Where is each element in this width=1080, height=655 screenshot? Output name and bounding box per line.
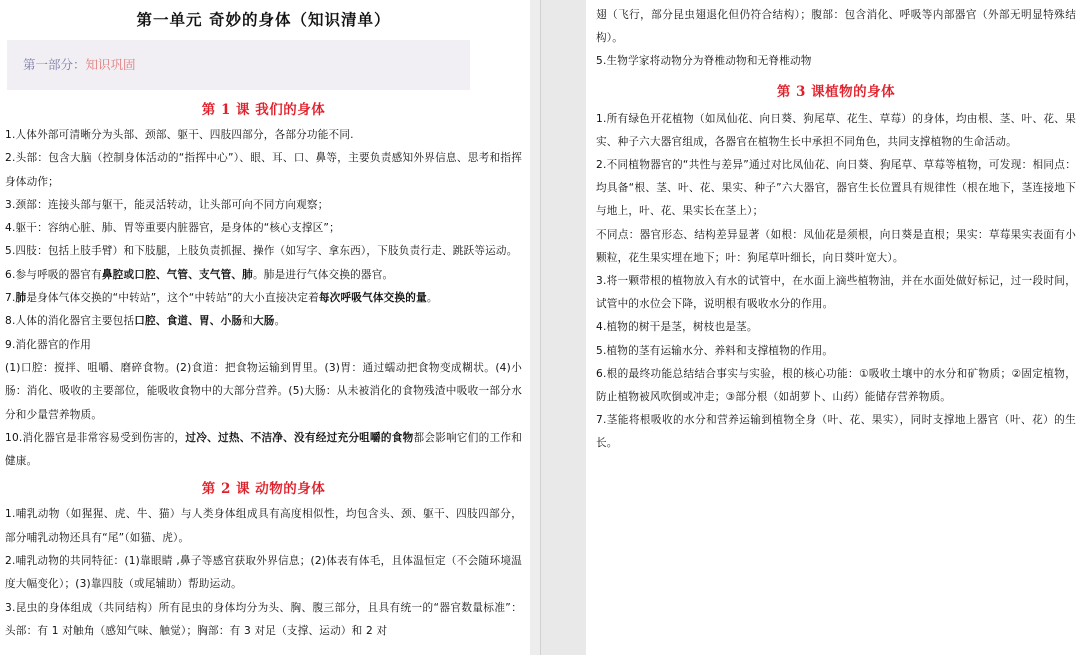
lesson-3-item-2b: 不同点：器官形态、结构差异显著（如根：凤仙花是须根，向日葵是直根；果实：草莓果实表面有小颗粒，花生果实埋在地下；叶：狗尾草叶细长，向日葵叶宽大）。: [596, 228, 1076, 264]
item-7-text-c: 是身体气体交换的“中转站”，这个“中转站”的大小直接决定着: [26, 292, 319, 305]
unit-title: 第一单元 奇妙的身体（知识清单）: [136, 10, 391, 29]
item-8-text-a: 8.人体的消化器官主要包括: [5, 315, 135, 328]
lesson-1-item-1: 1.人体外部可清晰分为头部、颈部、躯干、四肢四部分，各部分功能不同.: [5, 129, 354, 141]
item-7-bold-a: 肺: [15, 292, 27, 305]
lesson-2-item-2: 2.哺乳动物的共同特征：(1)靠眼睛 ,鼻子等感官获取外界信息；(2)体表有体毛，且体温恒定（不会随环境温度大幅变化）；(3)靠四肢（或尾辅助）帮助运动。: [5, 555, 522, 591]
document-page-right: [586, 0, 1080, 655]
lesson-3-item-7: 7.茎能将根吸收的水分和营养运输到植物全身（叶、花、果实），同时支撑地上器官（叶、花）的生长。: [596, 414, 1076, 450]
lesson-2-item-3-continued: 翅（飞行，部分昆虫翅退化但仍符合结构）；腹部：包含消化、呼吸等内部器官（外部无明显特殊结构）。: [596, 9, 1076, 45]
item-7-text-a: 7.: [5, 292, 16, 305]
item-10-text-a: 10.消化器官是非常容易受到伤害的，: [5, 431, 186, 444]
document-page-left: [0, 0, 530, 655]
lesson-3-item-2: 2.不同植物器官的“共性与差异”通过对比凤仙花、向日葵、狗尾草、草莓等植物，可发现：相同点：均具备“根、茎、叶、花、果实、种子”六大器官，器官生长位置具有规律性（根在地下，茎连接地下与地上，叶、花、果实长在茎上）；: [596, 159, 1076, 218]
item-8-bold-b: 口腔、食道、胃、小肠: [134, 315, 243, 328]
item-7-bold-d: 每次呼吸气体交换的量: [318, 292, 427, 305]
lesson-2-title: 第 2 课 动物的身体: [201, 481, 326, 498]
part-value: 知识巩固: [85, 57, 136, 72]
part-heading-box: [7, 40, 470, 90]
item-6-bold: 鼻腔或口腔、气管、支气管、肺: [101, 268, 253, 281]
lesson-3-item-5: 5.植物的茎有运输水分、养料和支撑植物的作用。: [596, 344, 834, 357]
lesson-1-item-6: [5, 264, 522, 287]
lesson-2-item-3: 3.昆虫的身体组成（共同结构）所有昆虫的身体均分为头、胸、腹三部分，且具有统一的“器官数量标准”：头部：有 1 对触角（感知气味、触觉）；胸部：有 3 对足（支撑、运动）和 2 对: [5, 601, 522, 637]
lesson-2-item-5: 5.生物学家将动物分为脊椎动物和无脊椎动物: [596, 55, 812, 68]
item-7-text-e: 。: [426, 292, 438, 305]
lesson-3-title: 第 3 课植物的身体: [776, 83, 896, 100]
item-6-text-c: 。肺是进行气体交换的器官。: [252, 268, 394, 281]
lesson-1-item-9-detail: (1)口腔：搅拌、咀嚼、磨碎食物。(2)食道：把食物运输到胃里。(3)胃：通过蠕动把食物变成糊状。(4)小肠：消化、吸收的主要部位，能吸收食物中的大部分营养。(5)大肠：从未被消化的食物残渣中吸收一部分水分和少量营养物质。: [5, 361, 522, 421]
item-8-text-c: 和: [242, 315, 253, 328]
item-8-bold-d: 大肠: [252, 315, 275, 328]
page-divider: [540, 0, 541, 655]
page-gap: [530, 0, 540, 655]
lesson-2-item-1: 1.哺乳动物（如猩猩、虎、牛、猫）与人类身体组成具有高度相似性，均包含头、颈、躯干、四肢四部分，部分哺乳动物还具有“尾”（如猫、虎）。: [5, 508, 522, 544]
lesson-1-item-8: [5, 310, 522, 333]
item-8-text-e: 。: [274, 315, 286, 328]
lesson-1-item-9: 9.消化器官的作用: [5, 338, 92, 351]
lesson-1-item-10: [5, 427, 522, 474]
item-10-text-c: 都会影响它们的工作和健康。: [5, 431, 523, 468]
item-10-bold: 过冷、过热、不洁净、没有经过充分咀嚼的食物: [185, 431, 414, 444]
lesson-1-item-4: 4.躯干：容纳心脏、肺、胃等重要内脏器官，是身体的“核心支撑区”；: [5, 222, 340, 235]
lesson-1-item-3: 3.颈部：连接头部与躯干，能灵活转动，让头部可向不同方向观察；: [5, 198, 329, 211]
part-label: 第一部分：: [23, 57, 86, 72]
item-6-text-a: 6.参与呼吸的器官有: [5, 268, 102, 281]
lesson-3-item-3: 3.将一颗带根的植物放入有水的试管中，在水面上滴些植物油，并在水面处做好标记，过一段时间，试管中的水位会下降，说明根有吸收水分的作用。: [596, 275, 1076, 311]
lesson-1-item-7: [5, 287, 522, 310]
lesson-3-item-1: 1.所有绿色开花植物（如凤仙花、向日葵、狗尾草、花生、草莓）的身体，均由根、茎、叶、花、果实、种子六大器官组成，各器官在植物生长中承担不同角色，共同支撑植物的生命活动。: [596, 112, 1076, 148]
lesson-1-item-5: 5.四肢：包括上肢手臂）和下肢腿，上肢负责抓握、操作（如写字、拿东西），下肢负责行走、跳跃等运动。: [5, 245, 518, 258]
lesson-1-item-2: 2.头部：包含大脑（控制身体活动的“指挥中心”）、眼、耳、口、鼻等，主要负责感知外界信息、思考和指挥身体动作；: [5, 152, 522, 188]
lesson-1-title: 第 1 课 我们的身体: [201, 102, 326, 118]
lesson-3-item-6: 6.根的最终功能总结结合事实与实验，根的核心功能：①吸收土壤中的水分和矿物质；②固定植物，防止植物被风吹倒或冲走；③部分根（如胡萝卜、山药）能储存营养物质。: [596, 367, 1076, 404]
lesson-3-item-4: 4.植物的树干是茎，树枝也是茎。: [596, 321, 758, 334]
